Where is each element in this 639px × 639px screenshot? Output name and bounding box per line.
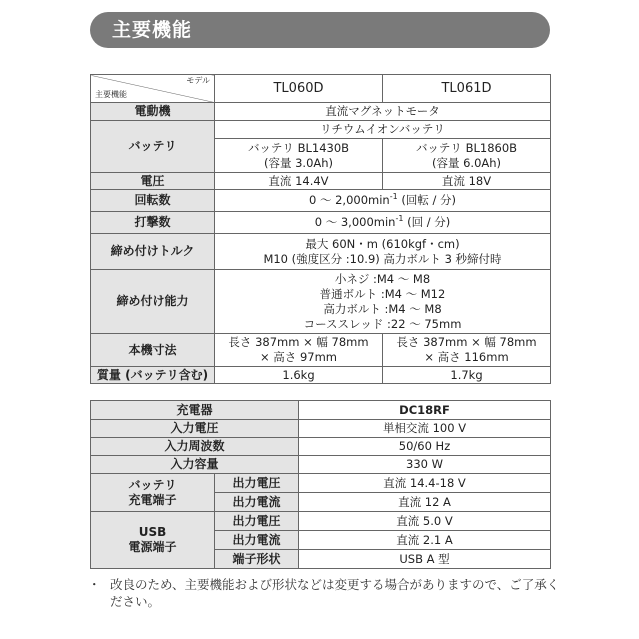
dims-tl061d-height: × 高さ 116mm [424,350,509,364]
torque-value [215,234,551,270]
input-frequency-value: 50/60 Hz [299,438,551,456]
dims-tl060d-height: × 高さ 97mm [260,350,337,364]
weight-tl061d: 1.7kg [383,367,551,384]
input-voltage-value: 単相交流 100 V [299,420,551,438]
model-header-tl061d: TL061D [383,75,551,103]
torque-max: 最大 60N・m (610kgf・cm) [305,236,460,251]
weight-tl060d: 1.6kg [215,367,383,384]
spec-table [90,74,551,384]
battery-tl060d-capacity: (容量 3.0Ah) [263,155,334,170]
ipm-label: 打撃数 [91,212,215,234]
ipm-range: 0 ～ 3,000min [314,215,396,229]
battery-terminal-label [91,474,215,512]
battery-tl060d [215,139,383,173]
rpm-exponent: -1 [389,192,398,202]
usb-terminal-label [91,512,215,569]
usb-terminal-label-line1: USB [138,525,167,539]
battery-tl061d [383,139,551,173]
usb-terminal-shape-label: 端子形状 [215,550,299,569]
footnote-bullet: ・ [88,577,101,592]
battery-output-current-value: 直流 12 A [299,493,551,512]
input-capacity-value: 330 W [299,456,551,474]
footnote-text: 改良のため、主要機能および形状などは変更する場合がありますので、ご了承ください。 [110,577,560,609]
ipm-unit: (回 / 分) [403,215,451,229]
battery-label: バッテリ [91,121,215,173]
motor-label: 電動機 [91,103,215,121]
capacity-small-screw: 小ネジ :M4 ～ M8 [334,271,431,286]
battery-output-voltage-value: 直流 14.4-18 V [299,474,551,493]
rpm-label: 回転数 [91,190,215,212]
input-frequency-label: 入力周波数 [91,438,299,456]
model-header-tl060d: TL060D [215,75,383,103]
dims-tl061d-length-width: 長さ 387mm × 幅 78mm [396,335,537,349]
usb-terminal-label-line2: 電源端子 [128,540,177,554]
weight-label: 質量 (バッテリ含む) [91,367,215,384]
usb-terminal-shape-value: USB A 型 [299,550,551,569]
header-corner-cell [91,75,215,103]
capacity-label: 締め付け能力 [91,270,215,334]
corner-model-label: モデル [186,76,210,85]
rpm-value [215,190,551,212]
usb-output-current-value: 直流 2.1 A [299,531,551,550]
battery-output-voltage-label: 出力電圧 [215,474,299,493]
dims-tl061d [383,334,551,367]
usb-output-voltage-value: 直流 5.0 V [299,512,551,531]
battery-tl061d-capacity: (容量 6.0Ah) [431,155,502,170]
battery-terminal-label-line1: バッテリ [128,477,177,492]
section-title-banner: 主要機能 [90,12,550,48]
usb-output-voltage-label: 出力電圧 [215,512,299,531]
battery-type: リチウムイオンバッテリ [215,121,551,139]
motor-value: 直流マグネットモータ [215,103,551,121]
capacity-standard-bolt: 普通ボルト :M4 ～ M12 [319,286,446,301]
torque-label: 締め付けトルク [91,234,215,270]
voltage-tl061d: 直流 18V [383,173,551,190]
battery-tl061d-name: バッテリ BL1860B [415,140,518,155]
charger-model: DC18RF [299,401,551,420]
ipm-value [215,212,551,234]
ipm-exponent: -1 [395,214,404,224]
charger-label: 充電器 [91,401,299,420]
battery-tl060d-name: バッテリ BL1430B [247,140,350,155]
dims-tl060d [215,334,383,367]
capacity-coarse-thread: コーススレッド :22 ～ 75mm [303,316,462,331]
rpm-range: 0 ～ 2,000min [308,193,390,207]
input-capacity-label: 入力容量 [91,456,299,474]
voltage-label: 電圧 [91,173,215,190]
battery-terminal-label-line2: 充電端子 [128,492,177,507]
usb-output-current-label: 出力電流 [215,531,299,550]
capacity-high-tension-bolt: 高力ボルト :M4 ～ M8 [323,301,442,316]
voltage-tl060d: 直流 14.4V [215,173,383,190]
battery-output-current-label: 出力電流 [215,493,299,512]
dims-tl060d-length-width: 長さ 387mm × 幅 78mm [228,335,369,349]
rpm-unit: (回転 / 分) [397,193,457,207]
torque-condition: M10 (強度区分 :10.9) 高力ボルト 3 秒締付時 [263,251,502,266]
footnote [90,576,560,610]
charger-table [90,400,551,569]
corner-function-label: 主要機能 [95,90,127,99]
capacity-value [215,270,551,334]
dims-label: 本機寸法 [91,334,215,367]
input-voltage-label: 入力電圧 [91,420,299,438]
